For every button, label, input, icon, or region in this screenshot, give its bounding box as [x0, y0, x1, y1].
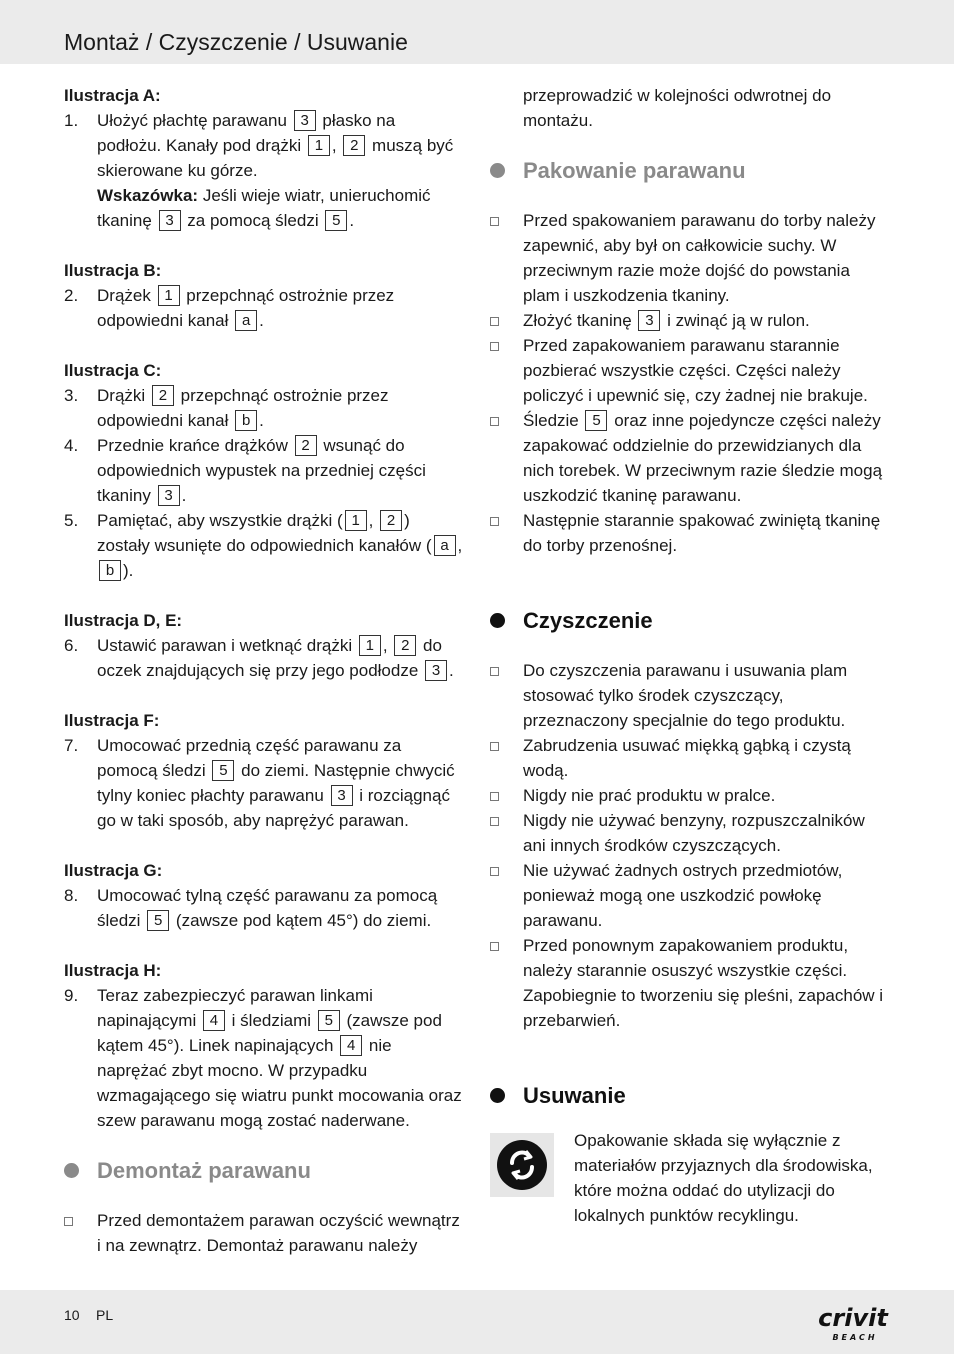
step-text: i rozciągnąć go w taki sposób, aby naprężyć parawan.	[97, 786, 450, 830]
list-item-text: Nie używać żadnych ostrych przedmiotów, ponieważ mogą one uszkodzić powłokę parawanu.	[523, 861, 843, 930]
list-item-text: Złożyć tkaninę	[523, 311, 637, 330]
list-item	[490, 408, 890, 508]
figure-c-block	[64, 358, 464, 583]
part-ref-box: 3	[294, 110, 316, 131]
figure-g-block	[64, 858, 464, 933]
list-item-text: przeprowadzić w kolejności odwrotnej do montażu.	[523, 86, 832, 130]
logo-main-text: crivit	[818, 1304, 888, 1332]
step-text: ,	[382, 636, 393, 655]
step-1	[64, 108, 464, 183]
checkbox-square-icon	[490, 867, 499, 876]
checkbox-square-icon	[490, 742, 499, 751]
figure-c-title: Ilustracja C:	[64, 361, 162, 380]
step-text: wsunąć do odpowiednich wypustek na przedniej części tkaniny	[97, 436, 426, 505]
spacer	[490, 1033, 890, 1058]
list-item	[490, 783, 890, 808]
part-ref-box: 3	[159, 210, 181, 231]
checkbox-square-icon	[490, 417, 499, 426]
part-ref-box: 3	[331, 785, 353, 806]
figure-g-title: Ilustracja G:	[64, 861, 163, 880]
step-text: Ustawić parawan i wetknąć drążki	[97, 636, 357, 655]
left-column	[64, 83, 464, 1258]
step-text: ,	[368, 511, 379, 530]
part-ref-box: 2	[295, 435, 317, 456]
part-ref-box: b	[235, 410, 257, 431]
step-text: i śledziami	[226, 1011, 316, 1030]
figure-de-title: Ilustracja D, E:	[64, 611, 183, 630]
part-ref-box: 1	[359, 635, 381, 656]
figure-h-block	[64, 958, 464, 1133]
bullet-dot-icon	[490, 163, 505, 178]
section-heading-czyszczenie	[490, 608, 890, 633]
part-ref-box: 1	[345, 510, 367, 531]
hint	[64, 183, 464, 233]
section-heading-pakowanie	[490, 158, 890, 183]
list-item-text: Przed spakowaniem parawanu do torby należy zapewnić, aby był on całkowicie suchy. W przeciwnym razie może dojść do powstania plam i uszkodzenia tkaniny.	[523, 211, 876, 305]
figure-a-block	[64, 83, 464, 233]
hint-text: .	[349, 211, 355, 230]
step-text: płasko na podłożu. Kanały pod drążki	[97, 111, 396, 155]
part-ref-box: 5	[585, 410, 607, 431]
part-ref-box: 5	[147, 910, 169, 931]
part-ref-box: a	[434, 535, 456, 556]
list-item	[490, 208, 890, 308]
step-text: .	[449, 661, 454, 680]
spacer	[490, 558, 890, 583]
section-heading-text: Czyszczenie	[523, 608, 653, 633]
step-text: muszą być skierowane ku górze.	[97, 136, 454, 180]
step-number: 8.	[64, 886, 79, 905]
part-ref-box: 3	[425, 660, 447, 681]
part-ref-box: 1	[308, 135, 330, 156]
list-item	[490, 508, 890, 558]
step-number: 1.	[64, 111, 79, 130]
list-item	[490, 933, 890, 1033]
step-text: nie naprężać zbyt mocno. W przypadku wzmagającego się wiatru punkt mocowania oraz szew parawanu mogą zostać naderwane.	[97, 1036, 462, 1130]
logo-sub-text: BEACH	[832, 1333, 878, 1342]
step-text: Ułożyć płachtę parawanu	[97, 111, 292, 130]
list-item-text: Przed demontażem parawan oczyścić wewnątrz i na zewnątrz. Demontaż parawanu należy	[97, 1211, 460, 1255]
part-ref-box: 5	[212, 760, 234, 781]
section-heading-text: Usuwanie	[523, 1083, 626, 1108]
figure-f-block	[64, 708, 464, 833]
figure-de-block	[64, 608, 464, 683]
list-item-text: Zabrudzenia usuwać miękką gąbką i czystą wodą.	[523, 736, 851, 780]
list-item	[490, 308, 890, 333]
figure-h-title: Ilustracja H:	[64, 961, 162, 980]
step-3	[64, 383, 464, 433]
step-text: Umocować przednią część parawanu za pomocą śledzi	[97, 736, 402, 780]
step-4	[64, 433, 464, 508]
part-ref-box: 2	[343, 135, 365, 156]
section-heading-demontaz	[64, 1158, 464, 1183]
checkbox-square-icon	[490, 792, 499, 801]
step-text: do ziemi. Następnie chwycić tylny koniec płachty parawanu	[97, 761, 455, 805]
figure-b-title: Ilustracja B:	[64, 261, 162, 280]
step-text: ) zostały wsunięte do odpowiednich kanałów (	[97, 511, 432, 555]
list-item	[490, 858, 890, 933]
part-ref-box: 3	[638, 310, 660, 331]
part-ref-box: a	[235, 310, 257, 331]
section-heading-text: Demontaż parawanu	[97, 1158, 311, 1183]
part-ref-box: 2	[394, 635, 416, 656]
footer-band	[0, 1290, 954, 1354]
list-item	[490, 733, 890, 783]
step-text: (zawsze pod kątem 45°). Linek napinających	[97, 1011, 442, 1055]
disposal-block	[490, 1133, 890, 1233]
checkbox-square-icon	[64, 1217, 73, 1226]
list-item	[490, 333, 890, 408]
checkbox-square-icon	[490, 942, 499, 951]
step-text: Drążek	[97, 286, 156, 305]
part-ref-box: 5	[318, 1010, 340, 1031]
checkbox-square-icon	[490, 667, 499, 676]
step-number: 4.	[64, 436, 79, 455]
step-9	[64, 983, 464, 1133]
step-text: .	[181, 486, 187, 505]
bullet-dot-icon	[490, 1088, 505, 1103]
list-item-text: Przed ponownym zapakowaniem produktu, należy starannie osuszyć wszystkie części. Zapobiegnie to tworzeniu się pleśni, zapachów i przebarwień.	[523, 936, 884, 1030]
step-text: ,	[457, 536, 463, 555]
list-item-text: Nigdy nie używać benzyny, rozpuszczalników ani innych środków czyszczących.	[523, 811, 865, 855]
disposal-text: Opakowanie składa się wyłącznie z materiałów przyjaznych dla środowiska, które można oddać do utylizacji do lokalnych punktów recyklingu.	[574, 1131, 873, 1225]
step-text: do oczek znajdujących się przy jego podłodze	[97, 636, 442, 680]
step-text: .	[259, 311, 264, 330]
step-8	[64, 883, 464, 933]
list-item	[490, 658, 890, 733]
figure-b-block	[64, 258, 464, 333]
step-number: 5.	[64, 511, 79, 530]
step-5	[64, 508, 464, 583]
page-title: Montaż / Czyszczenie / Usuwanie	[64, 29, 408, 55]
part-ref-box: 4	[203, 1010, 225, 1031]
checkbox-square-icon	[490, 342, 499, 351]
step-text: Przednie krańce drążków	[97, 436, 293, 455]
section-heading-usuwanie	[490, 1083, 890, 1108]
list-item-text: Do czyszczenia parawanu i usuwania plam stosować tylko środek czyszczący, przeznaczony specjalnie do tego produktu.	[523, 661, 848, 730]
step-number: 7.	[64, 736, 79, 755]
checkbox-square-icon	[490, 317, 499, 326]
step-number: 2.	[64, 286, 79, 305]
list-item	[64, 1208, 464, 1258]
step-6	[64, 633, 464, 683]
figure-f-title: Ilustracja F:	[64, 711, 160, 730]
step-text: Teraz zabezpieczyć parawan linkami napinającymi	[97, 986, 373, 1030]
part-ref-box: 5	[325, 210, 347, 231]
part-ref-box: b	[99, 560, 121, 581]
part-ref-box: 2	[152, 385, 174, 406]
hint-text: za pomocą śledzi	[182, 211, 324, 230]
list-item-continuation	[490, 83, 890, 133]
step-text: Pamiętać, aby wszystkie drążki (	[97, 511, 343, 530]
step-number: 6.	[64, 636, 79, 655]
step-text: przepchnąć ostrożnie przez odpowiedni kanał	[97, 286, 395, 330]
step-text: ).	[123, 561, 134, 580]
green-dot-recycling-icon	[490, 1133, 554, 1197]
step-text: ,	[331, 136, 342, 155]
part-ref-box: 2	[380, 510, 402, 531]
figure-a-title: Ilustracja A:	[64, 86, 161, 105]
page-number: 10	[64, 1307, 80, 1323]
list-item	[490, 808, 890, 858]
part-ref-box: 3	[158, 485, 180, 506]
checkbox-square-icon	[490, 217, 499, 226]
step-text: .	[259, 411, 264, 430]
step-number: 3.	[64, 386, 79, 405]
checkbox-square-icon	[490, 817, 499, 826]
list-item-text: Nigdy nie prać produktu w pralce.	[523, 786, 776, 805]
step-7	[64, 733, 464, 833]
part-ref-box: 4	[340, 1035, 362, 1056]
section-heading-text: Pakowanie parawanu	[523, 158, 746, 183]
step-2	[64, 283, 464, 333]
list-item-text: Śledzie	[523, 411, 584, 430]
hint-text: Jeśli wieje wiatr, unieruchomić tkaninę	[97, 186, 431, 230]
step-number: 9.	[64, 986, 79, 1005]
step-text: (zawsze pod kątem 45°) do ziemi.	[171, 911, 432, 930]
step-text: Umocować tylną część parawanu za pomocą śledzi	[97, 886, 438, 930]
part-ref-box: 1	[158, 285, 180, 306]
right-column	[490, 83, 890, 1233]
step-text: Drążki	[97, 386, 150, 405]
bullet-dot-icon	[490, 613, 505, 628]
step-text: przepchnąć ostrożnie przez odpowiedni kanał	[97, 386, 389, 430]
language-code: PL	[96, 1307, 114, 1323]
crivit-beach-logo	[815, 1300, 891, 1346]
checkbox-square-icon	[490, 517, 499, 526]
bullet-dot-icon	[64, 1163, 79, 1178]
hint-label: Wskazówka:	[97, 186, 199, 205]
list-item-text: Przed zapakowaniem parawanu starannie pozbierać wszystkie części. Części należy policzyć i upewnić się, czy żadnej nie brakuje.	[523, 336, 868, 405]
list-item-text: oraz inne pojedyncze części należy zapakować oddzielnie do przewidzianych dla nich torebek. W przeciwnym razie śledzie mogą uszkodzić tkaninę parawanu.	[523, 411, 883, 505]
list-item-text: i zwinąć ją w rulon.	[662, 311, 810, 330]
list-item-text: Następnie starannie spakować zwiniętą tkaninę do torby przenośnej.	[523, 511, 881, 555]
